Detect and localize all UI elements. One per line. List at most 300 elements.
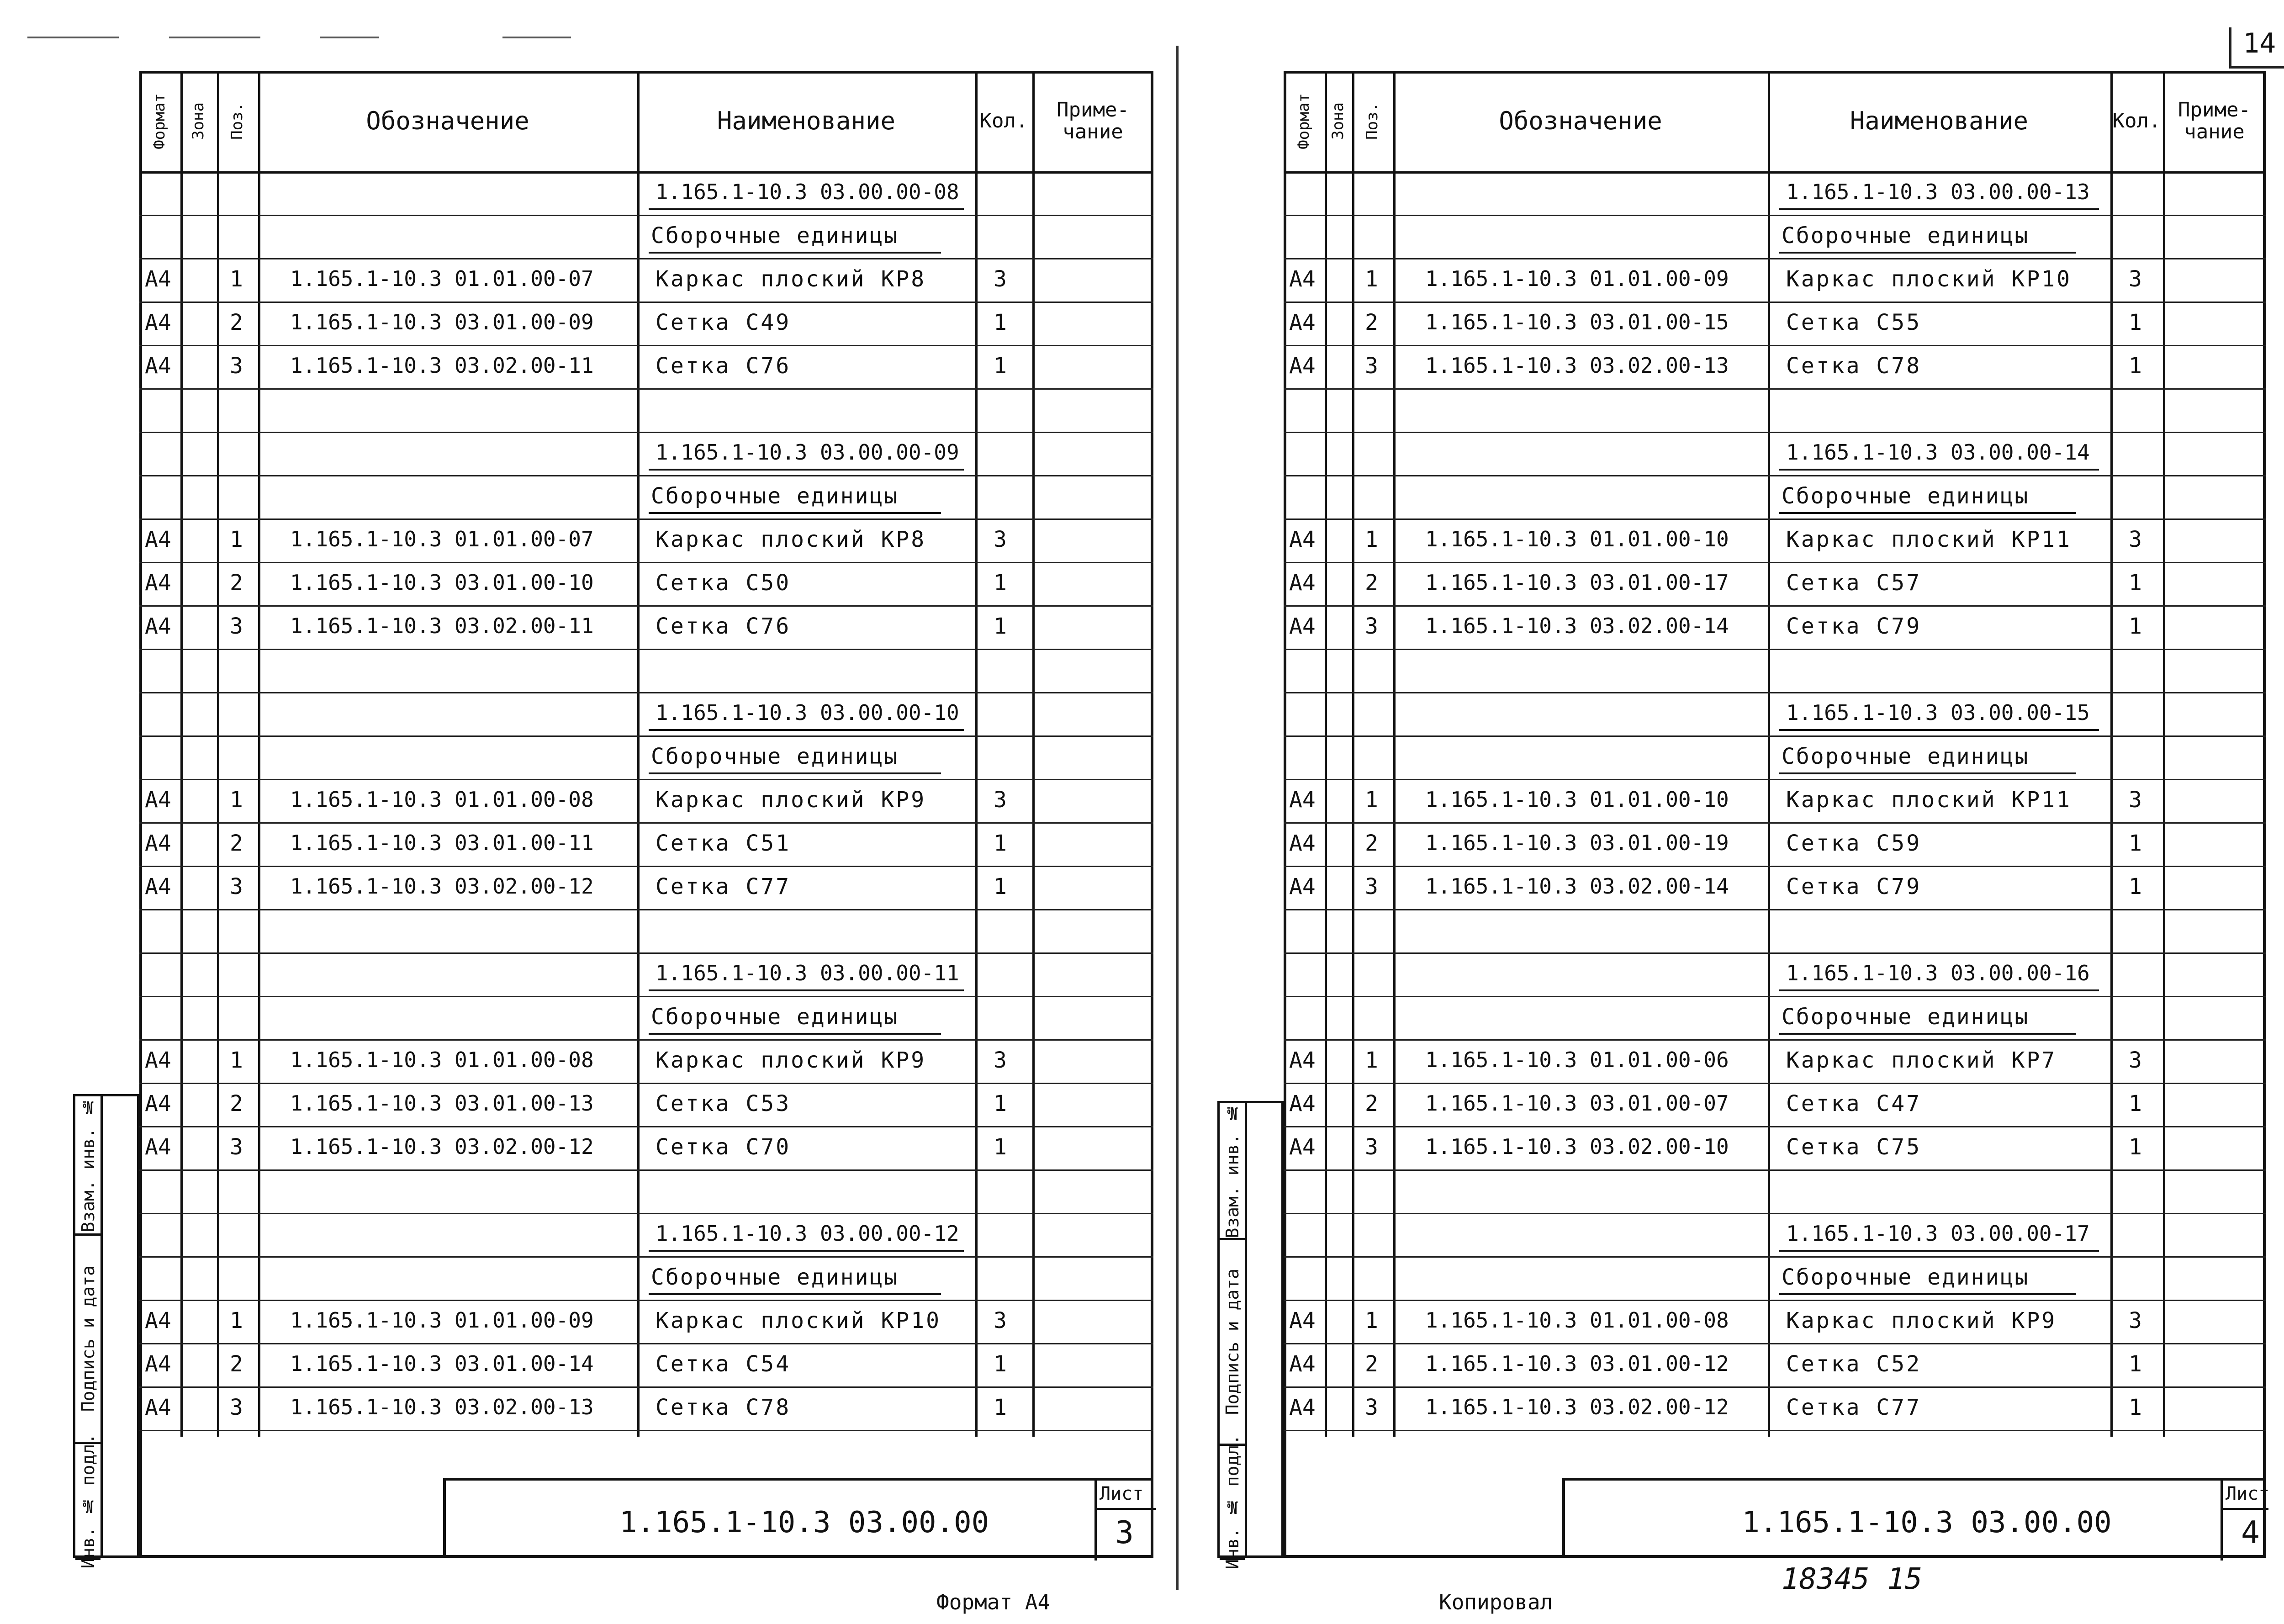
cell-format: А4 bbox=[1289, 353, 1316, 379]
header-format bbox=[1284, 71, 1325, 171]
cell-name: Каркас плоский КР10 bbox=[656, 1307, 941, 1333]
stamp-vzam-inv-label: Взам. инв. № bbox=[1222, 1103, 1242, 1238]
cell-designation: 1.165.1-10.3 01.01.00-08 bbox=[290, 787, 594, 812]
row-divider bbox=[139, 866, 1153, 867]
stamp-signature-date-label: Подпись и дата bbox=[1222, 1269, 1242, 1415]
cell-designation: 1.165.1-10.3 01.01.00-08 bbox=[290, 1047, 594, 1072]
row-divider bbox=[139, 605, 1153, 607]
cell-pos: 1 bbox=[1365, 1307, 1378, 1333]
row-divider bbox=[139, 649, 1153, 650]
edge-mark bbox=[502, 37, 571, 38]
cell-section-title: Сборочные единицы bbox=[651, 1264, 899, 1290]
cell-qty: 1 bbox=[994, 309, 1007, 335]
cell-pos: 3 bbox=[1365, 1394, 1378, 1420]
cell-designation: 1.165.1-10.3 01.01.00-06 bbox=[1425, 1047, 1729, 1072]
cell-pos: 2 bbox=[230, 570, 243, 596]
cell-name: Каркас плоский КР8 bbox=[656, 266, 926, 292]
row-divider bbox=[139, 1213, 1153, 1214]
title-block bbox=[443, 1478, 1153, 1558]
cell-format: А4 bbox=[145, 873, 171, 899]
cell-section-title: Сборочные единицы bbox=[1782, 1004, 2030, 1030]
stamp-signature-date-label: Подпись и дата bbox=[78, 1265, 98, 1412]
stamp-divider bbox=[1245, 1103, 1247, 1555]
stamp-divider bbox=[100, 1096, 103, 1555]
cell-designation: 1.165.1-10.3 03.02.00-10 bbox=[1425, 1134, 1729, 1159]
cell-qty: 3 bbox=[2129, 1307, 2142, 1333]
row-divider bbox=[1284, 1256, 2266, 1258]
stamp-inv-podl-label: Инв. № подл. bbox=[1222, 1434, 1242, 1570]
row-divider bbox=[139, 432, 1153, 433]
cell-name: Сетка С78 bbox=[656, 1394, 791, 1420]
cell-name: Сетка С55 bbox=[1786, 309, 1922, 335]
cell-section-title: Сборочные единицы bbox=[1782, 743, 2030, 769]
cell-format: А4 bbox=[1289, 873, 1316, 899]
cell-qty: 1 bbox=[994, 613, 1007, 639]
sheet-label: Лист bbox=[1100, 1483, 1144, 1504]
cell-format: А4 bbox=[145, 1134, 171, 1160]
column-divider bbox=[1393, 71, 1396, 1437]
cell-format: А4 bbox=[145, 787, 171, 813]
cell-qty: 1 bbox=[2129, 353, 2142, 379]
cell-document-code: 1.165.1-10.3 03.00.00-16 bbox=[1786, 960, 2090, 985]
header-designation-label: Обозначение bbox=[366, 106, 529, 136]
sheet-footer: Формат А4 bbox=[936, 1590, 1051, 1614]
header-pos-label: Поз. bbox=[1363, 102, 1382, 140]
row-divider bbox=[139, 909, 1153, 910]
cell-pos: 2 bbox=[230, 1351, 243, 1377]
row-divider bbox=[1284, 562, 2266, 563]
cell-pos: 1 bbox=[1365, 787, 1378, 813]
column-divider bbox=[2110, 71, 2113, 1437]
cell-designation: 1.165.1-10.3 03.02.00-13 bbox=[1425, 353, 1729, 378]
cell-designation: 1.165.1-10.3 03.01.00-15 bbox=[1425, 309, 1729, 334]
row-divider bbox=[139, 779, 1153, 780]
header-zone bbox=[180, 71, 217, 171]
cell-format: А4 bbox=[1289, 1134, 1316, 1160]
underline bbox=[649, 989, 964, 991]
sheet-footer: Копировал bbox=[1439, 1590, 1553, 1614]
cell-format: А4 bbox=[1289, 309, 1316, 335]
row-divider bbox=[139, 562, 1153, 563]
cell-designation: 1.165.1-10.3 03.02.00-13 bbox=[290, 1394, 594, 1419]
row-divider bbox=[1284, 649, 2266, 650]
row-divider bbox=[1284, 345, 2266, 346]
cell-pos: 3 bbox=[1365, 613, 1378, 639]
header-divider bbox=[1284, 171, 2266, 174]
cell-designation: 1.165.1-10.3 03.02.00-14 bbox=[1425, 873, 1729, 899]
cell-format: А4 bbox=[145, 1394, 171, 1420]
side-stamp bbox=[73, 1094, 139, 1569]
underline bbox=[1779, 729, 2099, 731]
header-designation-label: Обозначение bbox=[1499, 106, 1662, 136]
cell-pos: 3 bbox=[1365, 353, 1378, 379]
header-qty bbox=[2110, 71, 2163, 171]
stamp-signature-date bbox=[1220, 1240, 1245, 1446]
handwritten-number: 18345 15 bbox=[1782, 1562, 1923, 1596]
cell-pos: 1 bbox=[1365, 1047, 1378, 1073]
cell-designation: 1.165.1-10.3 01.01.00-10 bbox=[1425, 526, 1729, 551]
cell-pos: 1 bbox=[230, 1307, 243, 1333]
cell-pos: 2 bbox=[230, 309, 243, 335]
cell-pos: 2 bbox=[1365, 1351, 1378, 1377]
cell-name: Каркас плоский КР11 bbox=[1786, 526, 2072, 552]
header-format bbox=[139, 71, 180, 171]
row-divider bbox=[139, 735, 1153, 737]
cell-name: Каркас плоский КР9 bbox=[656, 1047, 926, 1073]
cell-pos: 3 bbox=[230, 1134, 243, 1160]
row-divider bbox=[1284, 1386, 2266, 1388]
row-divider bbox=[1284, 1126, 2266, 1127]
cell-format: А4 bbox=[1289, 526, 1316, 552]
column-divider bbox=[975, 71, 978, 1437]
cell-name: Сетка С76 bbox=[656, 353, 791, 379]
column-divider bbox=[258, 71, 260, 1437]
stamp-vzam-inv bbox=[75, 1096, 100, 1236]
header-zone-label: Зона bbox=[189, 102, 208, 140]
row-divider bbox=[1284, 215, 2266, 216]
cell-designation: 1.165.1-10.3 03.01.00-14 bbox=[290, 1351, 594, 1376]
cell-qty: 1 bbox=[994, 873, 1007, 899]
row-divider bbox=[1284, 1300, 2266, 1301]
cell-document-code: 1.165.1-10.3 03.00.00-12 bbox=[656, 1221, 959, 1246]
row-divider bbox=[139, 1126, 1153, 1127]
row-divider bbox=[1284, 518, 2266, 520]
cell-document-code: 1.165.1-10.3 03.00.00-17 bbox=[1786, 1221, 2090, 1246]
cell-qty: 1 bbox=[2129, 309, 2142, 335]
sheet-number-divider bbox=[2223, 1508, 2268, 1510]
cell-pos: 2 bbox=[1365, 309, 1378, 335]
cell-pos: 1 bbox=[230, 526, 243, 552]
row-divider bbox=[1284, 1169, 2266, 1171]
row-divider bbox=[139, 1343, 1153, 1344]
row-divider bbox=[1284, 1430, 2266, 1431]
cell-designation: 1.165.1-10.3 01.01.00-09 bbox=[1425, 266, 1729, 291]
cell-name: Каркас плоский КР11 bbox=[1786, 787, 2072, 813]
row-divider bbox=[1284, 475, 2266, 476]
cell-format: А4 bbox=[1289, 787, 1316, 813]
header-name bbox=[637, 71, 975, 171]
cell-document-code: 1.165.1-10.3 03.00.00-13 bbox=[1786, 179, 2090, 204]
underline bbox=[649, 208, 964, 210]
row-divider bbox=[139, 345, 1153, 346]
row-divider bbox=[1284, 692, 2266, 693]
cell-name: Сетка С54 bbox=[656, 1351, 791, 1377]
column-divider bbox=[637, 71, 640, 1437]
cell-qty: 1 bbox=[994, 830, 1007, 856]
underline bbox=[1779, 989, 2099, 991]
underline bbox=[1779, 772, 2076, 774]
cell-pos: 1 bbox=[1365, 526, 1378, 552]
row-divider bbox=[139, 952, 1153, 954]
cell-pos: 3 bbox=[230, 613, 243, 639]
cell-qty: 1 bbox=[994, 353, 1007, 379]
cell-document-code: 1.165.1-10.3 03.00.00-11 bbox=[656, 960, 959, 985]
row-divider bbox=[1284, 735, 2266, 737]
cell-name: Сетка С49 bbox=[656, 309, 791, 335]
row-divider bbox=[1284, 952, 2266, 954]
cell-designation: 1.165.1-10.3 03.01.00-10 bbox=[290, 570, 594, 595]
row-divider bbox=[1284, 779, 2266, 780]
sheet-number-box bbox=[1094, 1481, 1156, 1561]
cell-qty: 1 bbox=[2129, 613, 2142, 639]
underline bbox=[1779, 208, 2099, 210]
cell-name: Каркас плоский КР9 bbox=[656, 787, 926, 813]
row-divider bbox=[139, 822, 1153, 824]
cell-qty: 1 bbox=[994, 1134, 1007, 1160]
underline bbox=[1779, 469, 2099, 471]
cell-pos: 1 bbox=[230, 787, 243, 813]
cell-designation: 1.165.1-10.3 03.01.00-12 bbox=[1425, 1351, 1729, 1376]
cell-designation: 1.165.1-10.3 01.01.00-07 bbox=[290, 266, 594, 291]
cell-name: Каркас плоский КР9 bbox=[1786, 1307, 2057, 1333]
side-stamp bbox=[1217, 1101, 1284, 1570]
cell-format: А4 bbox=[145, 570, 171, 596]
cell-qty: 3 bbox=[994, 526, 1007, 552]
edge-mark bbox=[169, 37, 260, 38]
cell-format: А4 bbox=[145, 1090, 171, 1116]
stamp-vzam-inv bbox=[1220, 1103, 1245, 1240]
page-number-frame-line bbox=[2229, 27, 2231, 69]
cell-section-title: Сборочные единицы bbox=[1782, 483, 2030, 509]
column-divider bbox=[1032, 71, 1035, 1437]
cell-name: Сетка С53 bbox=[656, 1090, 791, 1116]
cell-qty: 3 bbox=[994, 1307, 1007, 1333]
cell-name: Сетка С51 bbox=[656, 830, 791, 856]
cell-designation: 1.165.1-10.3 01.01.00-10 bbox=[1425, 787, 1729, 812]
cell-section-title: Сборочные единицы bbox=[1782, 222, 2030, 249]
cell-pos: 2 bbox=[1365, 830, 1378, 856]
underline bbox=[649, 1250, 964, 1252]
row-divider bbox=[139, 215, 1153, 216]
header-format-label: Формат bbox=[150, 93, 169, 149]
cell-qty: 1 bbox=[2129, 1394, 2142, 1420]
row-divider bbox=[139, 1083, 1153, 1084]
sheet-number-divider bbox=[1097, 1508, 1156, 1510]
underline bbox=[1779, 1293, 2076, 1295]
column-divider bbox=[217, 71, 219, 1437]
cell-designation: 1.165.1-10.3 01.01.00-07 bbox=[290, 526, 594, 551]
cell-name: Сетка С76 bbox=[656, 613, 791, 639]
column-divider bbox=[1325, 71, 1327, 1437]
cell-format: А4 bbox=[145, 830, 171, 856]
cell-qty: 1 bbox=[2129, 570, 2142, 596]
column-divider bbox=[1768, 71, 1770, 1437]
cell-name: Сетка С77 bbox=[1786, 1394, 1922, 1420]
cell-pos: 2 bbox=[230, 1090, 243, 1116]
sheet-divider bbox=[1176, 46, 1179, 1590]
cell-designation: 1.165.1-10.3 03.01.00-07 bbox=[1425, 1090, 1729, 1116]
underline bbox=[649, 1033, 941, 1035]
cell-format: А4 bbox=[1289, 613, 1316, 639]
cell-name: Сетка С78 bbox=[1786, 353, 1922, 379]
header-note bbox=[2163, 71, 2266, 171]
cell-pos: 1 bbox=[1365, 266, 1378, 292]
page-number: 14 bbox=[2243, 27, 2276, 59]
row-divider bbox=[139, 1300, 1153, 1301]
cell-qty: 1 bbox=[994, 1090, 1007, 1116]
stamp-inv-podl bbox=[75, 1433, 100, 1569]
underline bbox=[1779, 1033, 2076, 1035]
sheet-frame bbox=[139, 71, 1153, 1558]
cell-format: А4 bbox=[145, 1351, 171, 1377]
cell-pos: 3 bbox=[1365, 1134, 1378, 1160]
cell-designation: 1.165.1-10.3 03.02.00-14 bbox=[1425, 613, 1729, 638]
stamp-vzam-inv-label: Взам. инв. № bbox=[78, 1097, 98, 1233]
cell-document-code: 1.165.1-10.3 03.00.00-14 bbox=[1786, 439, 2090, 465]
row-divider bbox=[1284, 1039, 2266, 1041]
underline bbox=[1779, 252, 2076, 254]
row-divider bbox=[1284, 996, 2266, 997]
underline bbox=[649, 252, 941, 254]
sheet-frame bbox=[1284, 71, 2266, 1558]
row-divider bbox=[139, 388, 1153, 390]
cell-designation: 1.165.1-10.3 03.01.00-19 bbox=[1425, 830, 1729, 855]
row-divider bbox=[139, 996, 1153, 997]
column-divider bbox=[180, 71, 183, 1437]
cell-name: Сетка С70 bbox=[656, 1134, 791, 1160]
cell-section-title: Сборочные единицы bbox=[651, 222, 899, 249]
cell-format: А4 bbox=[1289, 1307, 1316, 1333]
row-divider bbox=[139, 1169, 1153, 1171]
row-divider bbox=[1284, 866, 2266, 867]
header-note bbox=[1032, 71, 1153, 171]
row-divider bbox=[139, 518, 1153, 520]
header-pos bbox=[217, 71, 258, 171]
cell-format: А4 bbox=[1289, 1047, 1316, 1073]
header-name-label: Наименование bbox=[717, 106, 896, 136]
cell-designation: 1.165.1-10.3 03.02.00-12 bbox=[290, 1134, 594, 1159]
cell-designation: 1.165.1-10.3 03.01.00-09 bbox=[290, 309, 594, 334]
title-block bbox=[1562, 1478, 2270, 1558]
row-divider bbox=[1284, 1343, 2266, 1344]
cell-document-code: 1.165.1-10.3 03.00.00-15 bbox=[1786, 700, 2090, 725]
page-number-frame-line bbox=[2229, 66, 2284, 69]
edge-mark bbox=[27, 37, 119, 38]
header-zone bbox=[1325, 71, 1352, 171]
cell-name: Сетка С75 bbox=[1786, 1134, 1922, 1160]
cell-document-code: 1.165.1-10.3 03.00.00-09 bbox=[656, 439, 959, 465]
cell-name: Сетка С52 bbox=[1786, 1351, 1922, 1377]
cell-qty: 1 bbox=[994, 570, 1007, 596]
cell-format: А4 bbox=[1289, 1090, 1316, 1116]
cell-document-code: 1.165.1-10.3 03.00.00-10 bbox=[656, 700, 959, 725]
underline bbox=[649, 729, 964, 731]
cell-format: А4 bbox=[145, 613, 171, 639]
cell-name: Сетка С50 bbox=[656, 570, 791, 596]
cell-designation: 1.165.1-10.3 03.02.00-11 bbox=[290, 353, 594, 378]
cell-format: А4 bbox=[1289, 266, 1316, 292]
row-divider bbox=[139, 258, 1153, 259]
row-divider bbox=[1284, 258, 2266, 259]
stamp-inv-podl-label: Инв. № подл. bbox=[78, 1433, 98, 1569]
edge-mark bbox=[320, 37, 379, 38]
cell-designation: 1.165.1-10.3 03.02.00-12 bbox=[290, 873, 594, 899]
cell-pos: 1 bbox=[230, 266, 243, 292]
stamp-inv-podl bbox=[1220, 1434, 1245, 1570]
cell-format: А4 bbox=[145, 1307, 171, 1333]
cell-name: Сетка С59 bbox=[1786, 830, 1922, 856]
cell-format: А4 bbox=[145, 266, 171, 292]
header-zone-label: Зона bbox=[1329, 102, 1348, 140]
row-divider bbox=[1284, 1083, 2266, 1084]
header-format-label: Формат bbox=[1295, 93, 1313, 149]
header-note-label: Приме- чание bbox=[2178, 98, 2251, 143]
header-pos bbox=[1352, 71, 1393, 171]
cell-qty: 3 bbox=[994, 266, 1007, 292]
cell-qty: 3 bbox=[2129, 526, 2142, 552]
header-name bbox=[1768, 71, 2110, 171]
cell-qty: 1 bbox=[2129, 1351, 2142, 1377]
row-divider bbox=[139, 475, 1153, 476]
cell-format: А4 bbox=[1289, 570, 1316, 596]
cell-format: А4 bbox=[1289, 830, 1316, 856]
cell-pos: 3 bbox=[230, 1394, 243, 1420]
row-divider bbox=[139, 692, 1153, 693]
cell-name: Каркас плоский КР7 bbox=[1786, 1047, 2057, 1073]
cell-qty: 3 bbox=[2129, 787, 2142, 813]
document-code: 1.165.1-10.3 03.00.00 bbox=[619, 1506, 989, 1539]
column-divider bbox=[2163, 71, 2165, 1437]
sheet-number: 3 bbox=[1115, 1515, 1134, 1551]
header-note-label: Приме- чание bbox=[1057, 98, 1129, 143]
header-designation bbox=[258, 71, 637, 171]
underline bbox=[649, 469, 964, 471]
row-divider bbox=[1284, 822, 2266, 824]
cell-section-title: Сборочные единицы bbox=[1782, 1264, 2030, 1290]
row-divider bbox=[1284, 1213, 2266, 1214]
cell-pos: 2 bbox=[1365, 570, 1378, 596]
cell-qty: 1 bbox=[994, 1394, 1007, 1420]
row-divider bbox=[1284, 388, 2266, 390]
row-divider bbox=[139, 302, 1153, 303]
cell-format: А4 bbox=[145, 526, 171, 552]
cell-name: Сетка С57 bbox=[1786, 570, 1922, 596]
cell-qty: 3 bbox=[994, 1047, 1007, 1073]
underline bbox=[1779, 512, 2076, 514]
row-divider bbox=[139, 1430, 1153, 1431]
cell-qty: 3 bbox=[2129, 1047, 2142, 1073]
cell-designation: 1.165.1-10.3 03.01.00-17 bbox=[1425, 570, 1729, 595]
header-divider bbox=[139, 171, 1153, 174]
row-divider bbox=[139, 1386, 1153, 1388]
cell-designation: 1.165.1-10.3 01.01.00-09 bbox=[290, 1307, 594, 1333]
column-divider bbox=[1352, 71, 1354, 1437]
header-name-label: Наименование bbox=[1850, 106, 2029, 136]
cell-designation: 1.165.1-10.3 03.02.00-11 bbox=[290, 613, 594, 638]
cell-format: А4 bbox=[145, 309, 171, 335]
cell-name: Каркас плоский КР8 bbox=[656, 526, 926, 552]
cell-format: А4 bbox=[1289, 1351, 1316, 1377]
underline bbox=[1779, 1250, 2099, 1252]
cell-qty: 1 bbox=[2129, 830, 2142, 856]
cell-qty: 3 bbox=[2129, 266, 2142, 292]
header-designation bbox=[1393, 71, 1768, 171]
cell-designation: 1.165.1-10.3 01.01.00-08 bbox=[1425, 1307, 1729, 1333]
underline bbox=[649, 772, 941, 774]
cell-format: А4 bbox=[145, 1047, 171, 1073]
header-qty-label: Кол. bbox=[979, 109, 1028, 132]
row-divider bbox=[139, 1039, 1153, 1041]
cell-name: Сетка С47 bbox=[1786, 1090, 1922, 1116]
cell-section-title: Сборочные единицы bbox=[651, 743, 899, 769]
cell-qty: 3 bbox=[994, 787, 1007, 813]
cell-format: А4 bbox=[145, 353, 171, 379]
cell-qty: 1 bbox=[994, 1351, 1007, 1377]
cell-name: Каркас плоский КР10 bbox=[1786, 266, 2072, 292]
row-divider bbox=[1284, 909, 2266, 910]
cell-name: Сетка С79 bbox=[1786, 613, 1922, 639]
sheet-number: 4 bbox=[2241, 1515, 2260, 1551]
